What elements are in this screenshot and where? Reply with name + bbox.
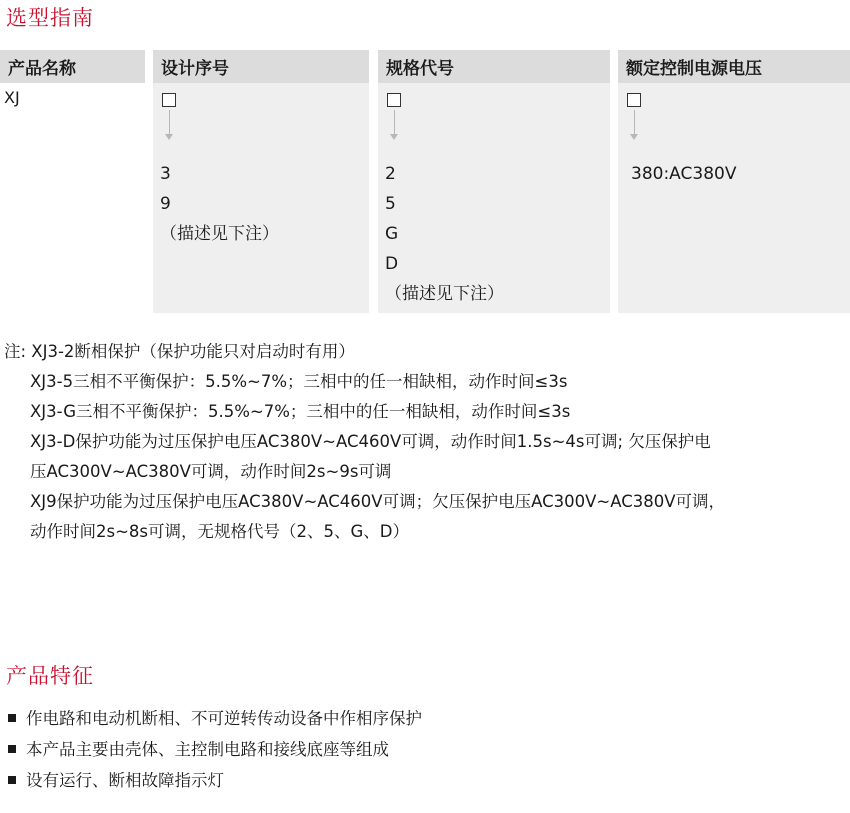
feature-text: 作电路和电动机断相、不可逆转传动设备中作相序保护 [26,709,422,728]
selection-guide-title: 选型指南 [6,6,94,30]
code-item: D [385,254,399,274]
header-rated-voltage: 额定控制电源电压 [618,50,850,83]
feature-item [8,734,422,765]
code-item: 380:AC380V [631,164,737,184]
features-list [8,703,422,796]
code-item: 5 [385,194,396,214]
code-item: 9 [160,194,171,214]
design-number-codes [160,162,279,252]
feature-item [8,703,422,734]
product-name-value: XJ [4,88,20,107]
rated-voltage-codes [631,162,736,192]
header-spec-code: 规格代号 [378,50,610,83]
feature-text: 本产品主要由壳体、主控制电路和接线底座等组成 [26,740,389,759]
note-line: 动作时间2s~8s可调，无规格代号（2、5、G、D） [30,522,410,541]
header-design-number: 设计序号 [153,50,369,83]
note-line: 压AC300V~AC380V可调，动作时间2s~9s可调 [30,462,392,481]
note-line: 注: XJ3-2断相保护（保护功能只对启动时有用） [4,342,355,361]
bullet-icon [8,745,16,753]
rated-voltage-arrow-line [634,110,635,135]
feature-text: 设有运行、断相故障指示灯 [26,771,224,790]
spec-code-checkbox [387,93,401,107]
header-product-name: 产品名称 [0,50,145,83]
notes [4,337,850,547]
bullet-icon [8,714,16,722]
code-item: （描述见下注） [160,224,279,244]
note-line: XJ3-D保护功能为过压保护电压AC380V~AC460V可调，动作时间1.5s~4s可调; 欠压保护电 [30,432,711,451]
arrow-down-icon [630,134,638,140]
features-title: 产品特征 [6,664,94,688]
note-line: XJ9保护功能为过压保护电压AC380V~AC460V可调；欠压保护电压AC300V~AC380V可调， [30,492,726,511]
spec-code-arrow-line [394,110,395,135]
code-item: （描述见下注） [385,284,504,304]
feature-item [8,765,422,796]
bullet-icon [8,776,16,784]
note-line: XJ3-5三相不平衡保护：5.5%~7%；三相中的任一相缺相，动作时间≤3s [30,372,568,391]
design-number-arrow-line [169,110,170,135]
rated-voltage-body [618,83,850,313]
code-item: G [385,224,399,244]
note-line: XJ3-G三相不平衡保护：5.5%~7%；三相中的任一相缺相，动作时间≤3s [30,402,571,421]
spec-code-codes [385,162,504,312]
design-number-checkbox [162,93,176,107]
arrow-down-icon [165,134,173,140]
code-item: 3 [160,164,171,184]
code-item: 2 [385,164,396,184]
rated-voltage-checkbox [627,93,641,107]
arrow-down-icon [390,134,398,140]
